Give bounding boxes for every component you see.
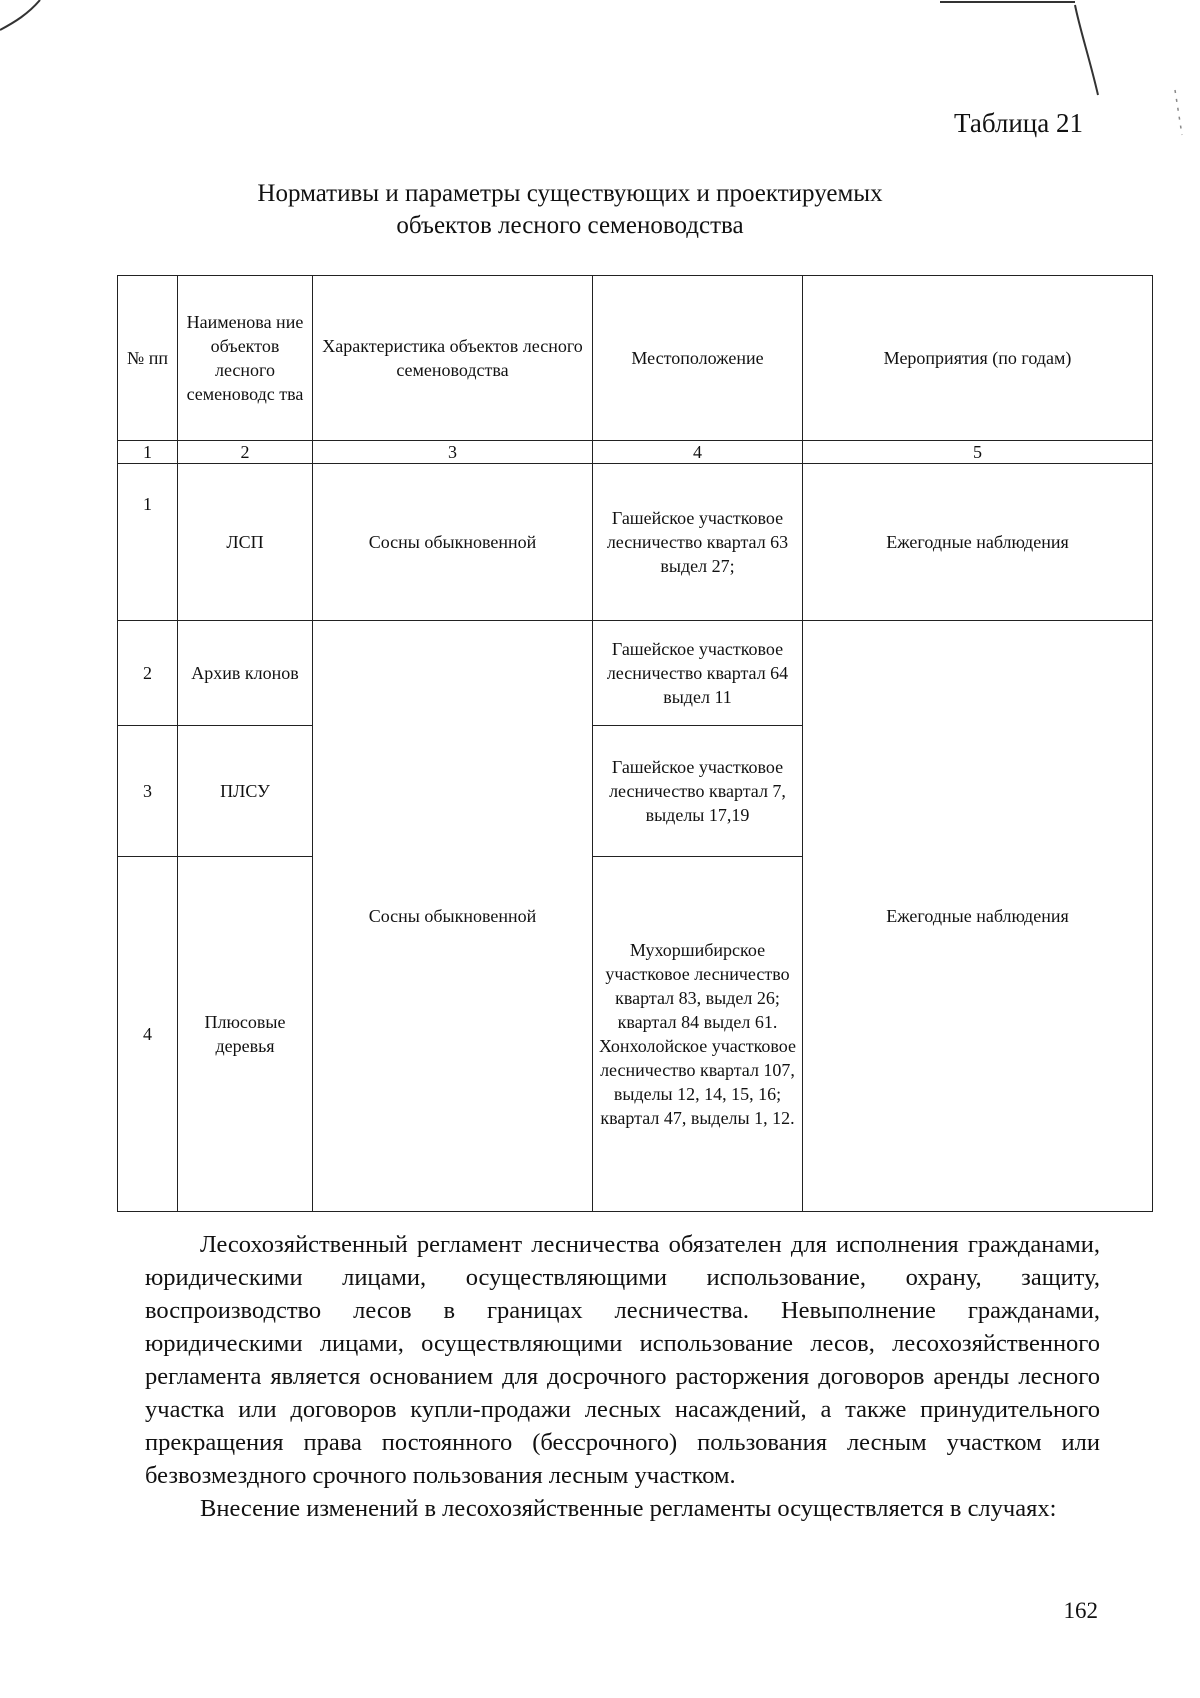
column-header-number: № пп [118,276,178,441]
table-title-line-1: Нормативы и параметры существующих и проектируемых [257,180,883,207]
column-number: 4 [593,441,803,464]
object-name: Архив клонов [178,621,313,726]
object-characteristic: Сосны обыкновенной [313,464,593,621]
row-number: 3 [118,726,178,857]
merged-activities: Ежегодные наблюдения [803,621,1153,1212]
table-label: Таблица 21 [954,108,1083,138]
row-number: 1 [118,464,178,621]
column-number: 2 [178,441,313,464]
row-number: 2 [118,621,178,726]
column-header-location: Местоположение [593,276,803,441]
column-header-name: Наименова ние объектов лесного семеноводс тва [178,276,313,441]
table-title-line-2: объектов лесного семеноводства [396,212,744,239]
column-number: 1 [118,441,178,464]
object-location: Мухоршибирское участковое лесничество квартал 83, выдел 26; квартал 84 выдел 61. Хонхолойское участковое лесничество квартал 107, выделы 12, 14, 15, 16; квартал 47, выделы 1, 12. [593,857,803,1212]
object-name: ЛСП [178,464,313,621]
page-number: 162 [1063,1598,1098,1623]
object-location: Гашейское участковое лесничество квартал 64 выдел 11 [593,621,803,726]
column-number: 5 [803,441,1153,464]
object-location: Гашейское участковое лесничество квартал 63 выдел 27; [593,464,803,621]
table-row [118,464,1153,621]
table-column-numbers-row [118,441,1153,464]
column-header-characteristic: Характеристика объектов лесного семеноводства [313,276,593,441]
row-number: 4 [118,857,178,1212]
body-paragraph: Внесение изменений в лесохозяйственные регламенты осуществляется в случаях: [200,1495,1057,1522]
table-row [118,621,1153,726]
body-paragraph: Лесохозяйственный регламент лесничества обязателен для исполнения гражданами, юридическими лицами, осуществляющими использование, охрану, защиту, воспроизводство лесов в границах лесничества. Невыполнение гражданами, юридическими лицами, осуществляющими использование лесов, лесохозяйственного регламента является основанием для досрочного расторжения договоров аренды лесного участка или договоров купли-продажи лесных насаждений, а также принудительного прекращения права постоянного (бессрочного) пользования лесным участком или безвозмездного срочного пользования лесным участком. [145,1231,1100,1489]
table-title [200,178,940,242]
table-header-row [118,276,1153,441]
column-header-activities: Мероприятия (по годам) [803,276,1153,441]
body-text [145,1228,1100,1525]
object-name: ПЛСУ [178,726,313,857]
object-name: Плюсовые деревья [178,857,313,1212]
column-number: 3 [313,441,593,464]
scan-artifact-top-left [0,0,60,40]
object-location: Гашейское участковое лесничество квартал 7, выделы 17,19 [593,726,803,857]
object-activities: Ежегодные наблюдения [803,464,1153,621]
merged-characteristic: Сосны обыкновенной [313,621,593,1212]
seed-objects-table [117,275,1153,1212]
